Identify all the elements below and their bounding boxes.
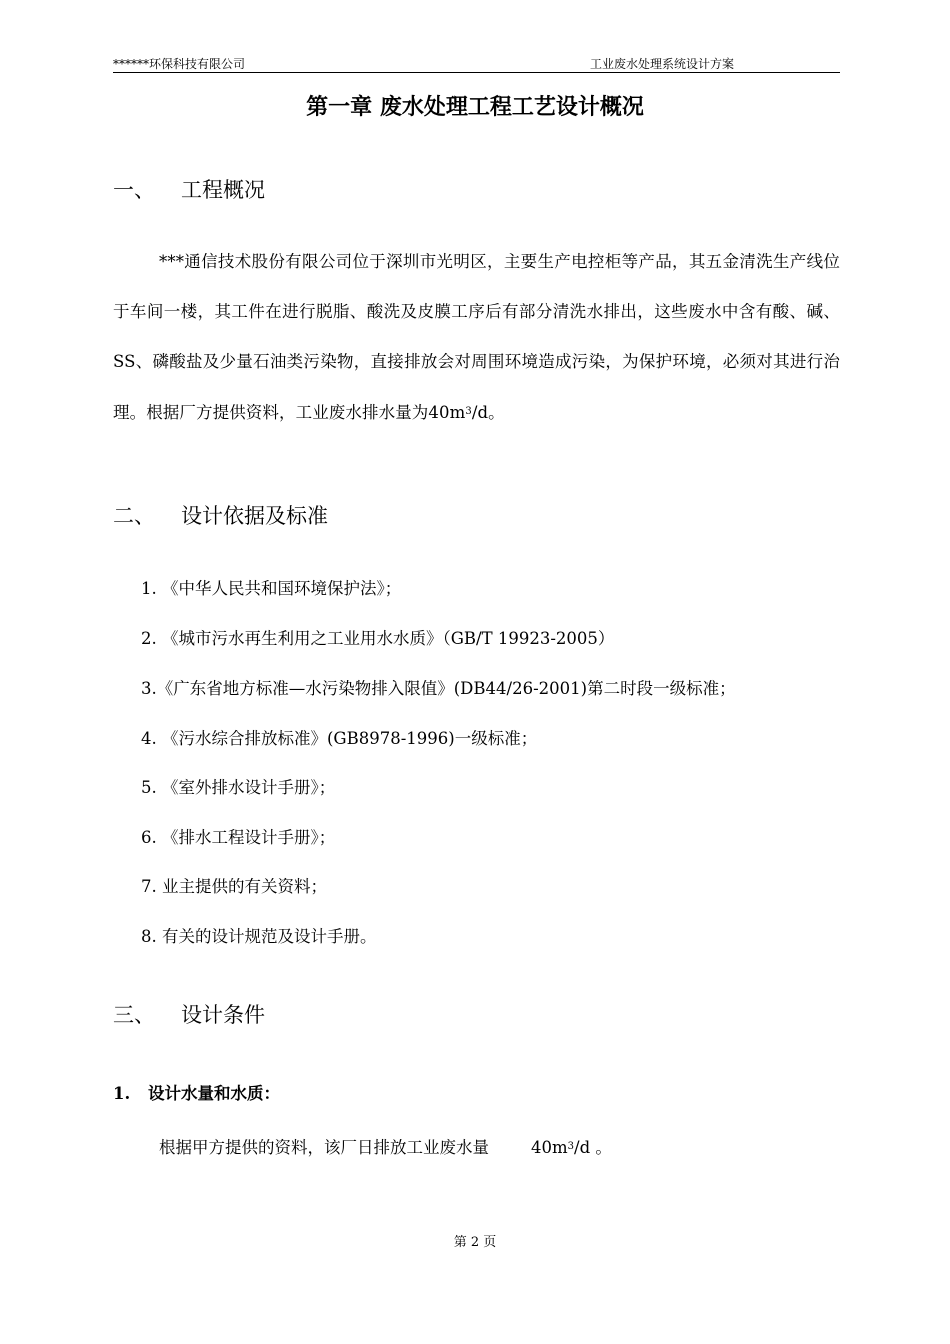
section-number: 一、 — [113, 178, 155, 202]
header-company: ******环保科技有限公司 — [113, 57, 246, 71]
condition-number: 1. — [113, 1084, 131, 1103]
overview-paragraph — [113, 237, 840, 438]
condition-value: 40m — [531, 1138, 568, 1157]
section-heading-1 — [113, 176, 265, 204]
standard-item: 8. 有关的设计规范及设计手册。 — [141, 927, 377, 946]
standard-item: 2. 《城市污水再生利用之工业用水水质》（GB/T 19923-2005） — [141, 629, 615, 648]
section-number: 三、 — [113, 1003, 155, 1027]
standard-item: 7. 业主提供的有关资料； — [141, 877, 327, 896]
standard-item: 4. 《污水综合排放标准》(GB8978-1996)一级标准； — [141, 729, 538, 748]
section-title: 设计依据及标准 — [181, 504, 328, 528]
condition-paragraph — [159, 1135, 612, 1160]
standard-item: 5. 《室外排水设计手册》； — [141, 778, 336, 797]
condition-tail: /d 。 — [574, 1138, 612, 1157]
overview-value: 40m — [428, 403, 466, 422]
standard-item: 6. 《排水工程设计手册》； — [141, 828, 336, 847]
chapter-title: 第一章 废水处理工程工艺设计概况 — [306, 95, 644, 120]
standard-item: 3.《广东省地方标准—水污染物排入限值》(DB44/26-2001)第二时段一级标准； — [141, 679, 736, 698]
section-number: 二、 — [113, 504, 155, 528]
overview-tail: /d。 — [471, 403, 505, 422]
condition-text: 根据甲方提供的资料，该厂日排放工业废水量 — [159, 1138, 489, 1157]
condition-subtitle — [113, 1082, 280, 1106]
section-title: 工程概况 — [181, 178, 265, 202]
page-number: 第 2 页 — [453, 1235, 497, 1250]
overview-unit-sup: 3 — [465, 406, 472, 417]
page-header — [113, 56, 840, 73]
condition-unit-sup: 3 — [567, 1141, 575, 1152]
header-doc-title: 工业废水处理系统设计方案 — [590, 57, 735, 71]
standard-item: 1. 《中华人民共和国环境保护法》； — [141, 579, 402, 598]
overview-text: ***通信技术股份有限公司位于深圳市光明区，主要生产电控柜等产品，其五金清洗生产线位于车间一楼，其工件在进行脱脂、酸洗及皮膜工序后有部分清洗水排出，这些废水中含有酸、碱、SS、磷酸盐及少量石油类污染物，直接排放会对周围环境造成污染，为保护环境，必须对其进行治理。根据厂方提供资料，工业废水排水量为 — [113, 252, 840, 422]
section-heading-2 — [113, 502, 328, 530]
section-heading-3 — [113, 1001, 265, 1029]
section-title: 设计条件 — [181, 1003, 265, 1027]
condition-title: 设计水量和水质： — [148, 1084, 280, 1103]
